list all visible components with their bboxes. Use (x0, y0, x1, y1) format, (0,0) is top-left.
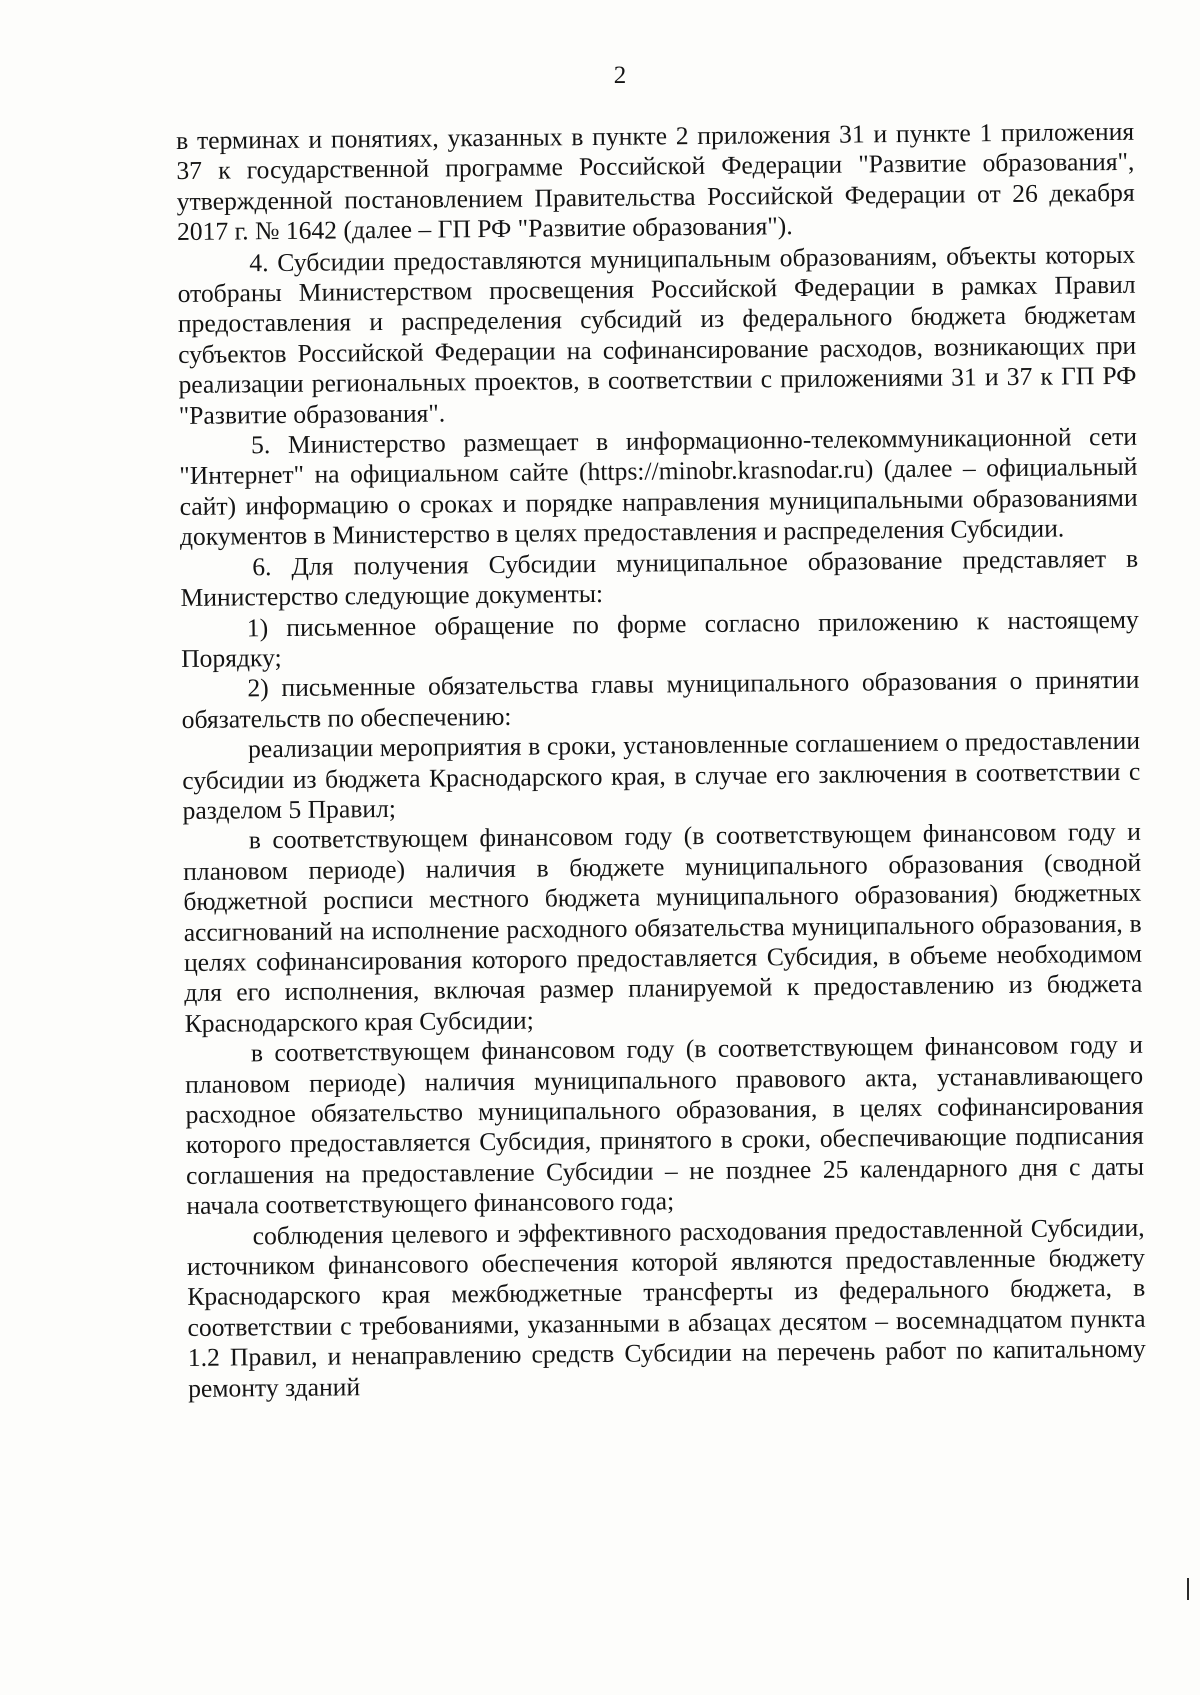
document-body (176, 117, 1146, 1404)
scan-edge-mark (1187, 1578, 1189, 1600)
paragraph-item-6: 6. Для получения Субсидии муниципальное образование представляет в Министерство следующие документы: (180, 543, 1139, 613)
paragraph-obligation-targeted-use: соблюдения целевого и эффективного расходования предоставленной Субсидии, источником финансового обеспечения которой являются предоставленные бюджету Краснодарского края межбюджетные трансферты из федерального бюджета, в соответствии с требованиями, указанными в абзацах десятом – восемнадцатом пункта 1.2 Правил, и ненаправлению средств Субсидии на перечень работ по капитальному ремонту зданий (186, 1212, 1146, 1403)
paragraph-obligation-legal-act: в соответствующем финансовом году (в соответствующем финансовом году и плановом периоде) наличия муниципального правового акта, устанавливающего расходное обязательство муниципального образования, в целях софинансирования которого предоставляется Субсидия, принятого в сроки, обеспечивающие подписания соглашения на предоставление Субсидии – не позднее 25 календарного дня с даты начала соответствующего финансового года; (185, 1029, 1145, 1221)
page-number: 2 (613, 62, 627, 89)
paragraph-subitem-1: 1) письменное обращение по форме согласно приложению к настоящему Порядку; (180, 604, 1139, 673)
paragraph-item-5: 5. Министерство размещает в информационно-телекоммуникационной сети "Интернет" на официальном сайте (https://minobr.krasnodar.ru) (далее – официальный сайт) информацию о сроках и порядке направления муниципальными образованиями документов в Министерство в целях предоставления и распределения Субсидии. (179, 421, 1138, 552)
paragraph-terms-continuation: в терминах и понятиях, указанных в пункте 2 приложения 31 и пункте 1 приложения 37 к государственной программе Российской Федерации "Развитие образования", утвержденной постановлением Правительства Российской Федерации от 26 декабря 2017 г. № 1642 (далее – ГП РФ "Развитие образования"). (176, 116, 1135, 247)
paragraph-obligation-budget: в соответствующем финансовом году (в соответствующем финансовом году и плановом периоде) наличия в бюджете муниципального образования (сводной бюджетной росписи местного бюджета муниципального образования) бюджетных ассигнований на исполнение расходного обязательства муниципального образования, в целях софинансирования которого предоставляется Субсидия, в объеме необходимом для его исполнения, включая размер планируемой к предоставлению из бюджета Краснодарского края Субсидии; (183, 817, 1143, 1038)
paragraph-item-4: 4. Субсидии предоставляются муниципальным образованиям, объекты которых отобраны Министерством просвещения Российской Федерации в рамках Правил предоставления и распределения субсидий из федерального бюджета бюджетам субъектов Российской Федерации на софинансирование расходов, возникающих при реализации региональных проектов, в соответствии с приложениями 31 и 37 к ГП РФ "Развитие образования". (177, 239, 1137, 430)
paragraph-subitem-2: 2) письменные обязательства главы муниципального образования о принятии обязательств по обеспечению: (181, 665, 1140, 734)
paragraph-obligation-implementation: реализации мероприятия в сроки, установленные соглашением о предоставлении субсидии из бюджета Краснодарского края, в случае его заключения в соответствии с разделом 5 Правил; (182, 725, 1141, 825)
